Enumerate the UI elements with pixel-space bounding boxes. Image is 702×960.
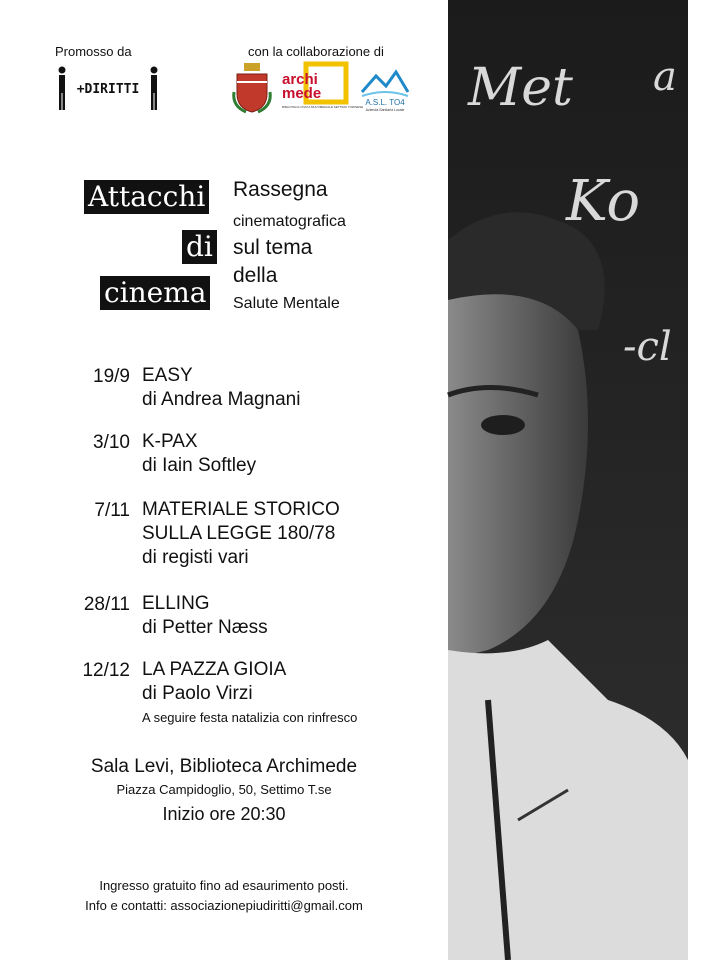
subtitle-rassegna: Rassegna [233, 178, 328, 201]
screening-date: 7/11 [94, 500, 130, 521]
asl-to4-logo [358, 66, 412, 112]
subtitle-salute-mentale: Salute Mentale [233, 295, 340, 312]
start-time: Inizio ore 20:30 [162, 804, 286, 824]
piu-diritti-logo [52, 66, 164, 112]
contact-info: Info e contatti: associazionepiudiritti@gmail.com [85, 898, 363, 913]
film-title-line-2: SULLA LEGGE 180/78 [142, 523, 336, 544]
collaboration-label: con la collaborazione di [248, 44, 384, 59]
title-line-di: di [182, 230, 217, 264]
archimede-logo-text-1: archi [282, 71, 318, 88]
entry-info: Ingresso gratuito fino ad esaurimento posti. [99, 878, 349, 893]
film-title: EASY [142, 365, 193, 386]
chalk-writing: -cl [623, 324, 672, 370]
right-border [688, 0, 702, 960]
archimede-logo-caption: BIBLIOTECA CIVICA MULTIMEDIALE SETTIMO TORINESE [282, 105, 364, 109]
screening-date: 12/12 [82, 660, 130, 681]
subtitle-cinematografica: cinematografica [233, 213, 346, 230]
chalk-writing: Met [468, 58, 573, 118]
film-director: di Iain Softley [142, 455, 257, 476]
promoted-by-label: Promosso da [55, 44, 132, 59]
film-director: di registi vari [142, 547, 249, 568]
subtitle-della: della [233, 264, 278, 287]
screening-date: 28/11 [83, 594, 130, 615]
title-line-cinema: cinema [100, 276, 210, 310]
screening-date: 3/10 [93, 432, 130, 453]
asl-logo-caption: Azienda Sanitaria Locale [365, 108, 405, 112]
venue-address: Piazza Campidoglio, 50, Settimo T.se [116, 782, 332, 797]
film-title: LA PAZZA GIOIA [142, 659, 287, 680]
film-director: di Petter Næss [142, 617, 268, 638]
film-title: MATERIALE STORICO [142, 499, 340, 520]
subtitle-sul-tema: sul tema [233, 236, 313, 259]
piu-diritti-logo-text: +DIRITTI [76, 82, 140, 97]
venue-name: Sala Levi, Biblioteca Archimede [90, 756, 358, 777]
screening-note: A seguire festa natalizia con rinfresco [142, 710, 358, 725]
chalk-writing: Ko [566, 169, 641, 234]
portrait-photo [448, 0, 688, 960]
film-title: K-PAX [142, 431, 198, 452]
film-director: di Paolo Virzi [142, 683, 253, 704]
film-director: di Andrea Magnani [142, 389, 301, 410]
asl-logo-text: A.S.L. TO4 [365, 98, 405, 107]
chalk-writing: a [653, 54, 677, 100]
archimede-logo-text-2: mede [282, 85, 322, 102]
town-crest-logo [232, 62, 272, 114]
archimede-library-logo [280, 63, 364, 113]
title-line-attacchi: Attacchi [84, 180, 209, 214]
film-title: ELLING [142, 593, 210, 614]
screening-date: 19/9 [93, 366, 130, 387]
